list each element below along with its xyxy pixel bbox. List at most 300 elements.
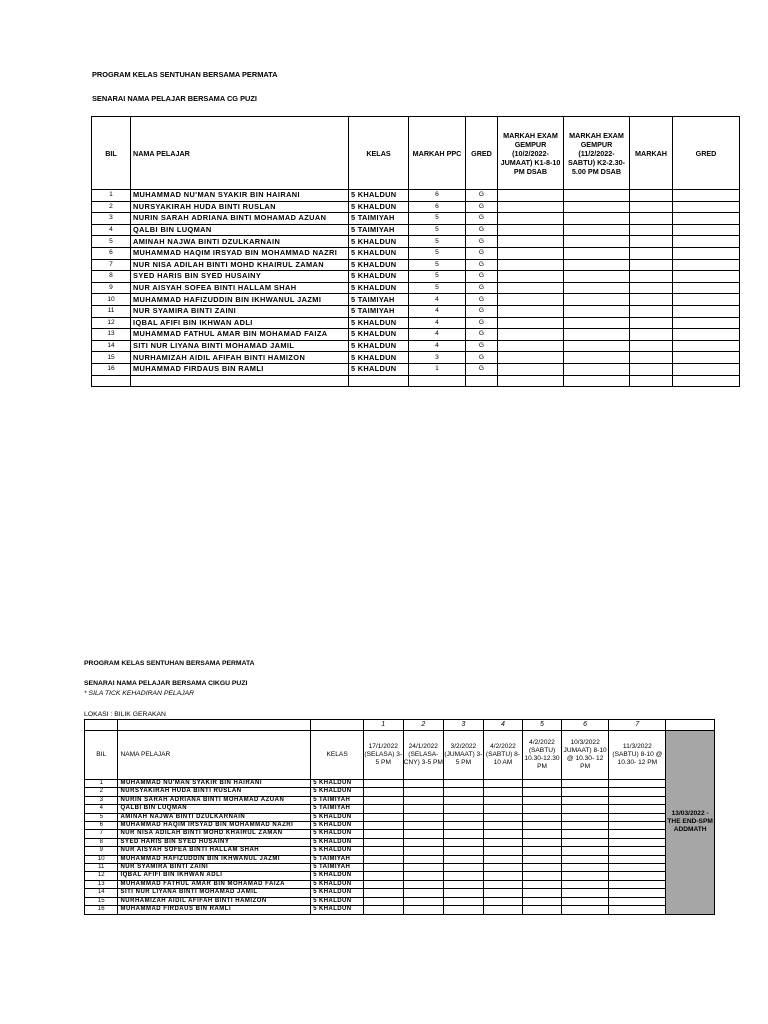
cell-kelas: 5 TAIMIYAH: [311, 796, 364, 804]
cell-bil: 5: [85, 813, 118, 821]
cell-gred-2: [673, 305, 740, 317]
cell-markah: [630, 352, 673, 364]
cell-bil: 9: [92, 282, 131, 294]
col-nama: NAMA PELAJAR: [118, 731, 311, 780]
cell-kelas: 5 TAIMIYAH: [349, 305, 409, 317]
cell-kelas: 5 KHALDUN: [349, 317, 409, 329]
cell-bil: 16: [92, 363, 131, 375]
attendance-checkbox-cell[interactable]: [363, 796, 403, 804]
cell-bil: 11: [92, 305, 131, 317]
table-row: [92, 329, 740, 341]
cell-empty: [498, 375, 564, 386]
cell-kelas: 5 TAIMIYAH: [311, 805, 364, 813]
cell-gred-2: [673, 201, 740, 213]
cell-exam-1: [498, 305, 564, 317]
attendance-checkbox-cell[interactable]: [403, 880, 444, 888]
cell-nama: QALBI BIN LUQMAN: [131, 224, 349, 236]
cell-nama: SITI NUR LIYANA BINTI MOHAMAD JAMIL: [131, 340, 349, 352]
cell-empty: [564, 375, 630, 386]
attendance-checkbox-cell[interactable]: [444, 872, 484, 880]
attendance-checkbox-cell[interactable]: [609, 855, 666, 863]
attendance-checkbox-cell[interactable]: [561, 872, 609, 880]
table-row: [85, 880, 715, 888]
attendance-checkbox-cell[interactable]: [523, 813, 562, 821]
cell-exam-1: [498, 317, 564, 329]
attendance-checkbox-cell[interactable]: [609, 864, 666, 872]
table-row: [92, 340, 740, 352]
table-row: [92, 201, 740, 213]
table-row: [92, 294, 740, 306]
cell-kelas: 5 KHALDUN: [349, 363, 409, 375]
cell-exam-1: [498, 363, 564, 375]
attendance-checkbox-cell[interactable]: [444, 847, 484, 855]
cell-gred-2: [673, 259, 740, 271]
cell-markah-ppc: 5: [409, 247, 466, 259]
attendance-checkbox-cell[interactable]: [483, 889, 523, 897]
session-number: 2: [403, 720, 444, 731]
cell-exam-1: [498, 259, 564, 271]
cell-empty: [92, 375, 131, 386]
attendance-checkbox-cell[interactable]: [609, 805, 666, 813]
cell-bil: 12: [92, 317, 131, 329]
attendance-checkbox-cell[interactable]: [444, 796, 484, 804]
cell-nama: MUHAMMAD HAFIZUDDIN BIN IKHWANUL JAZMI: [118, 855, 311, 863]
attendance-checkbox-cell[interactable]: [363, 813, 403, 821]
session-number: 1: [363, 720, 403, 731]
attendance-checkbox-cell[interactable]: [561, 897, 609, 905]
cell-nama: MUHAMMAD FATHUL AMAR BIN MOHAMAD FAIZA: [131, 329, 349, 341]
cell-gred: G: [466, 340, 498, 352]
cell-nama: NUR SYAMIRA BINTI ZAINI: [118, 864, 311, 872]
cell-markah-ppc: 4: [409, 329, 466, 341]
table-row: [92, 282, 740, 294]
cell-gred: G: [466, 247, 498, 259]
attendance-checkbox-cell[interactable]: [609, 780, 666, 788]
cell-gred-2: [673, 294, 740, 306]
table-row: [92, 271, 740, 283]
col-bil: BIL: [85, 731, 118, 780]
attendance-checkbox-cell[interactable]: [444, 855, 484, 863]
cell-kelas: 5 KHALDUN: [311, 813, 364, 821]
cell-kelas: 5 TAIMIYAH: [349, 294, 409, 306]
attendance-checkbox-cell[interactable]: [403, 906, 444, 914]
attendance-checkbox-cell[interactable]: [523, 788, 562, 796]
attendance-checkbox-cell[interactable]: [561, 880, 609, 888]
attendance-checkbox-cell[interactable]: [483, 897, 523, 905]
cell-exam-1: [498, 352, 564, 364]
cell-nama: IQBAL AFIFI BIN IKHWAN ADLI: [118, 872, 311, 880]
cell-nama: NUR NISA ADILAH BINTI MOHD KHAIRUL ZAMAN: [131, 259, 349, 271]
cell-kelas: 5 KHALDUN: [349, 271, 409, 283]
table-row: [85, 780, 715, 788]
attendance-checkbox-cell[interactable]: [561, 855, 609, 863]
attendance-checkbox-cell[interactable]: [561, 889, 609, 897]
col-markah: MARKAH: [630, 117, 673, 190]
attendance-checkbox-cell[interactable]: [609, 813, 666, 821]
table-row: [92, 236, 740, 248]
cell-kelas: 5 TAIMIYAH: [349, 213, 409, 225]
attendance-checkbox-cell[interactable]: [483, 830, 523, 838]
attendance-checkbox-cell[interactable]: [444, 822, 484, 830]
attendance-checkbox-cell[interactable]: [403, 813, 444, 821]
cell-kelas: 5 KHALDUN: [311, 838, 364, 846]
cell-kelas: 5 KHALDUN: [349, 282, 409, 294]
cell-exam-2: [564, 352, 630, 364]
cell-bil: 16: [85, 906, 118, 914]
table-row: [85, 830, 715, 838]
cell-bil: 6: [85, 822, 118, 830]
cell-nama: MUHAMMAD FATHUL AMAR BIN MOHAMAD FAIZA: [118, 880, 311, 888]
doc1-subtitle: SENARAI NAMA PELAJAR BERSAMA CG PUZI: [92, 94, 257, 103]
cell-markah: [630, 213, 673, 225]
cell-exam-2: [564, 213, 630, 225]
attendance-checkbox-cell[interactable]: [444, 880, 484, 888]
attendance-checkbox-cell[interactable]: [523, 805, 562, 813]
attendance-checkbox-cell[interactable]: [483, 847, 523, 855]
attendance-checkbox-cell[interactable]: [483, 813, 523, 821]
cell-exam-2: [564, 329, 630, 341]
attendance-checkbox-cell[interactable]: [363, 805, 403, 813]
attendance-checkbox-cell[interactable]: [561, 796, 609, 804]
attendance-checkbox-cell[interactable]: [561, 813, 609, 821]
attendance-checkbox-cell[interactable]: [403, 788, 444, 796]
attendance-checkbox-cell[interactable]: [363, 855, 403, 863]
table-row: [92, 305, 740, 317]
attendance-checkbox-cell[interactable]: [444, 906, 484, 914]
attendance-checkbox-cell[interactable]: [403, 864, 444, 872]
cell-exam-1: [498, 247, 564, 259]
attendance-checkbox-cell[interactable]: [523, 822, 562, 830]
attendance-checkbox-cell[interactable]: [403, 830, 444, 838]
cell-gred-2: [673, 340, 740, 352]
cell-kelas: 5 KHALDUN: [311, 872, 364, 880]
cell-kelas: 5 KHALDUN: [311, 897, 364, 905]
attendance-checkbox-cell[interactable]: [561, 822, 609, 830]
cell-gred: G: [466, 271, 498, 283]
cell-empty: [630, 375, 673, 386]
attendance-checkbox-cell[interactable]: [483, 805, 523, 813]
attendance-checkbox-cell[interactable]: [523, 838, 562, 846]
attendance-checkbox-cell[interactable]: [523, 864, 562, 872]
col-markah-ppc: MARKAH PPC: [409, 117, 466, 190]
session-number: 4: [483, 720, 523, 731]
attendance-checkbox-cell[interactable]: [444, 838, 484, 846]
cell-markah: [630, 259, 673, 271]
cell-kelas: 5 KHALDUN: [349, 247, 409, 259]
attendance-checkbox-cell[interactable]: [523, 880, 562, 888]
attendance-checkbox-cell[interactable]: [523, 830, 562, 838]
cell-gred: G: [466, 259, 498, 271]
cell-markah-ppc: 6: [409, 201, 466, 213]
attendance-checkbox-cell[interactable]: [363, 889, 403, 897]
cell-exam-1: [498, 282, 564, 294]
attendance-checkbox-cell[interactable]: [403, 855, 444, 863]
cell-kelas: 5 KHALDUN: [311, 906, 364, 914]
cell-exam-2: [564, 317, 630, 329]
cell-exam-2: [564, 271, 630, 283]
cell-gred: G: [466, 305, 498, 317]
cell-bil: 13: [85, 880, 118, 888]
cell-markah: [630, 224, 673, 236]
attendance-checkbox-cell[interactable]: [609, 897, 666, 905]
attendance-checkbox-cell[interactable]: [363, 830, 403, 838]
table-row: [92, 352, 740, 364]
attendance-checkbox-cell[interactable]: [363, 838, 403, 846]
cell-bil: 12: [85, 872, 118, 880]
attendance-checkbox-cell[interactable]: [609, 788, 666, 796]
cell-nama: NURIN SARAH ADRIANA BINTI MOHAMAD AZUAN: [118, 796, 311, 804]
attendance-checkbox-cell[interactable]: [483, 788, 523, 796]
col-session-6: 10/3/2022 JUMAAT) 8-10 @ 10.30- 12 PM: [561, 731, 609, 780]
cell-gred-2: [673, 317, 740, 329]
cell-bil: 1: [85, 780, 118, 788]
cell-kelas: 5 KHALDUN: [311, 880, 364, 888]
cell-kelas: 5 KHALDUN: [311, 780, 364, 788]
col-nama: NAMA PELAJAR: [131, 117, 349, 190]
attendance-checkbox-cell[interactable]: [483, 906, 523, 914]
cell-bil: 2: [92, 201, 131, 213]
attendance-checkbox-cell[interactable]: [403, 889, 444, 897]
attendance-checkbox-cell[interactable]: [561, 830, 609, 838]
cell-bil: 5: [92, 236, 131, 248]
cell-gred: G: [466, 236, 498, 248]
doc2-lokasi: LOKASI : BILIK GERAKAN: [84, 711, 166, 718]
attendance-checkbox-cell[interactable]: [403, 822, 444, 830]
attendance-checkbox-cell[interactable]: [444, 813, 484, 821]
cell-gred-2: [673, 190, 740, 202]
attendance-checkbox-cell[interactable]: [403, 780, 444, 788]
attendance-checkbox-cell[interactable]: [483, 822, 523, 830]
attendance-checkbox-cell[interactable]: [403, 796, 444, 804]
cell-markah-ppc: 3: [409, 352, 466, 364]
cell-exam-1: [498, 190, 564, 202]
attendance-checkbox-cell[interactable]: [561, 847, 609, 855]
cell-gred: G: [466, 363, 498, 375]
session-number-row: [85, 720, 715, 731]
cell-nama: NUR NISA ADILAH BINTI MOHD KHAIRUL ZAMAN: [118, 830, 311, 838]
attendance-checkbox-cell[interactable]: [523, 780, 562, 788]
cell-gred: G: [466, 190, 498, 202]
attendance-checkbox-cell[interactable]: [403, 805, 444, 813]
cell-markah-ppc: 4: [409, 340, 466, 352]
attendance-checkbox-cell[interactable]: [483, 864, 523, 872]
attendance-checkbox-cell[interactable]: [444, 805, 484, 813]
cell-exam-1: [498, 224, 564, 236]
attendance-checkbox-cell[interactable]: [523, 872, 562, 880]
attendance-checkbox-cell[interactable]: [363, 788, 403, 796]
cell-nama: NURSYAKIRAH HUDA BINTI RUSLAN: [118, 788, 311, 796]
cell-markah-ppc: 6: [409, 190, 466, 202]
cell-kelas: 5 KHALDUN: [349, 329, 409, 341]
cell-markah: [630, 190, 673, 202]
col-session-7: 11/3/2022 (SABTU) 8-10 @ 10.30- 12 PM: [609, 731, 666, 780]
attendance-checkbox-cell[interactable]: [609, 880, 666, 888]
attendance-checkbox-cell[interactable]: [609, 872, 666, 880]
cell-kelas: 5 KHALDUN: [349, 236, 409, 248]
cell-bil: 8: [92, 271, 131, 283]
cell-markah-ppc: 5: [409, 213, 466, 225]
attendance-checkbox-cell[interactable]: [609, 906, 666, 914]
cell-markah-ppc: 1: [409, 363, 466, 375]
cell-bil: 3: [85, 796, 118, 804]
attendance-checkbox-cell[interactable]: [523, 847, 562, 855]
cell-nama: QALBI BIN LUQMAN: [118, 805, 311, 813]
cell-nama: NURIN SARAH ADRIANA BINTI MOHAMAD AZUAN: [131, 213, 349, 225]
attendance-checkbox-cell[interactable]: [363, 897, 403, 905]
cell-kelas: 5 KHALDUN: [349, 201, 409, 213]
cell-empty: [409, 375, 466, 386]
attendance-checkbox-cell[interactable]: [483, 872, 523, 880]
cell-empty: [131, 375, 349, 386]
cell-nama: NUR SYAMIRA BINTI ZAINI: [131, 305, 349, 317]
cell-gred-2: [673, 329, 740, 341]
table-row: [92, 259, 740, 271]
table-row: [85, 864, 715, 872]
marks-table: [91, 116, 740, 387]
cell-nama: SITI NUR LIYANA BINTI MOHAMAD JAMIL: [118, 889, 311, 897]
attendance-checkbox-cell[interactable]: [523, 855, 562, 863]
cell-exam-2: [564, 247, 630, 259]
attendance-checkbox-cell[interactable]: [363, 780, 403, 788]
attendance-checkbox-cell[interactable]: [444, 864, 484, 872]
cell-nama: AMINAH NAJWA BINTI DZULKARNAIN: [131, 236, 349, 248]
cell-gred: G: [466, 213, 498, 225]
doc2-subtitle: SENARAI NAMA PELAJAR BERSAMA CIKGU PUZI: [84, 680, 248, 687]
table-row: [85, 838, 715, 846]
attendance-checkbox-cell[interactable]: [444, 788, 484, 796]
attendance-checkbox-cell[interactable]: [483, 838, 523, 846]
attendance-checkbox-cell[interactable]: [444, 780, 484, 788]
attendance-checkbox-cell[interactable]: [561, 906, 609, 914]
attendance-checkbox-cell[interactable]: [403, 847, 444, 855]
attendance-table: [84, 719, 715, 915]
cell-bil: 1: [92, 190, 131, 202]
attendance-checkbox-cell[interactable]: [523, 906, 562, 914]
attendance-checkbox-cell[interactable]: [561, 805, 609, 813]
cell-gred: G: [466, 329, 498, 341]
cell-markah: [630, 340, 673, 352]
table-row: [85, 855, 715, 863]
attendance-checkbox-cell[interactable]: [561, 838, 609, 846]
doc1-title: PROGRAM KELAS SENTUHAN BERSAMA PERMATA: [92, 70, 278, 79]
cell-exam-1: [498, 340, 564, 352]
cell-markah: [630, 201, 673, 213]
cell-nama: NUR AISYAH SOFEA BINTI HALLAM SHAH: [131, 282, 349, 294]
cell-bil: 10: [85, 855, 118, 863]
table-row: [92, 317, 740, 329]
cell-exam-2: [564, 201, 630, 213]
attendance-checkbox-cell[interactable]: [609, 822, 666, 830]
attendance-checkbox-cell[interactable]: [444, 897, 484, 905]
cell-bil: 3: [92, 213, 131, 225]
cell-bil: 14: [85, 889, 118, 897]
attendance-checkbox-cell[interactable]: [363, 872, 403, 880]
doc2-note: * SILA TICK KEHADIRAN PELAJAR: [84, 690, 195, 697]
attendance-checkbox-cell[interactable]: [523, 897, 562, 905]
cell-bil: 14: [92, 340, 131, 352]
cell-kelas: 5 KHALDUN: [349, 259, 409, 271]
attendance-table-header: [85, 731, 715, 780]
cell-gred-2: [673, 213, 740, 225]
attendance-checkbox-cell[interactable]: [363, 822, 403, 830]
cell-kelas: 5 KHALDUN: [311, 830, 364, 838]
attendance-checkbox-cell[interactable]: [483, 780, 523, 788]
attendance-checkbox-cell[interactable]: [523, 889, 562, 897]
cell-bil: 4: [92, 224, 131, 236]
attendance-checkbox-cell[interactable]: [483, 796, 523, 804]
cell-exam-2: [564, 294, 630, 306]
cell-bil: 10: [92, 294, 131, 306]
cell-nama: NURHAMIZAH AIDIL AFIFAH BINTI HAMIZON: [118, 897, 311, 905]
cell-bil: 7: [85, 830, 118, 838]
cell-markah: [630, 305, 673, 317]
attendance-checkbox-cell[interactable]: [561, 780, 609, 788]
cell-nama: SYED HARIS BIN SYED HUSAINY: [131, 271, 349, 283]
cell-gred: G: [466, 294, 498, 306]
table-row: [92, 363, 740, 375]
attendance-checkbox-cell[interactable]: [609, 838, 666, 846]
cell-gred: G: [466, 317, 498, 329]
attendance-checkbox-cell[interactable]: [609, 889, 666, 897]
cell-exam-2: [564, 236, 630, 248]
cell-markah-ppc: 4: [409, 305, 466, 317]
attendance-checkbox-cell[interactable]: [363, 864, 403, 872]
cell-kelas: 5 TAIMIYAH: [311, 864, 364, 872]
cell-nama: MUHAMMAD FIRDAUS BIN RAMLI: [131, 363, 349, 375]
cell-markah: [630, 363, 673, 375]
attendance-checkbox-cell[interactable]: [483, 880, 523, 888]
attendance-checkbox-cell[interactable]: [561, 788, 609, 796]
cell-bil: 4: [85, 805, 118, 813]
cell-empty: [466, 375, 498, 386]
cell-nama: MUHAMMAD FIRDAUS BIN RAMLI: [118, 906, 311, 914]
attendance-checkbox-cell[interactable]: [523, 796, 562, 804]
attendance-checkbox-cell[interactable]: [363, 847, 403, 855]
attendance-checkbox-cell[interactable]: [444, 889, 484, 897]
table-row: [92, 247, 740, 259]
cell-nama: MUHAMMAD NU'MAN SYAKIR BIN HAIRANI: [131, 190, 349, 202]
cell-bil: 8: [85, 838, 118, 846]
table-row-empty: [92, 375, 740, 386]
cell-exam-2: [564, 224, 630, 236]
attendance-checkbox-cell[interactable]: [609, 830, 666, 838]
cell-kelas: 5 KHALDUN: [349, 352, 409, 364]
cell-exam-2: [564, 282, 630, 294]
attendance-checkbox-cell[interactable]: [363, 906, 403, 914]
cell-exam-1: [498, 201, 564, 213]
attendance-checkbox-cell[interactable]: [561, 864, 609, 872]
table-row: [92, 190, 740, 202]
col-kelas: KELAS: [349, 117, 409, 190]
cell-bil: 13: [92, 329, 131, 341]
cell-gred-2: [673, 363, 740, 375]
col-session-4: 4/2/2022 (SABTU) 8-10 AM: [483, 731, 523, 780]
cell-markah: [630, 294, 673, 306]
attendance-checkbox-cell[interactable]: [403, 872, 444, 880]
cell-markah: [630, 271, 673, 283]
cell-kelas: 5 KHALDUN: [311, 889, 364, 897]
attendance-checkbox-cell[interactable]: [403, 897, 444, 905]
attendance-checkbox-cell[interactable]: [609, 847, 666, 855]
cell-nama: NURSYAKIRAH HUDA BINTI RUSLAN: [131, 201, 349, 213]
attendance-checkbox-cell[interactable]: [483, 855, 523, 863]
attendance-checkbox-cell[interactable]: [403, 838, 444, 846]
attendance-checkbox-cell[interactable]: [444, 830, 484, 838]
attendance-checkbox-cell[interactable]: [363, 880, 403, 888]
attendance-checkbox-cell[interactable]: [609, 796, 666, 804]
cell-markah: [630, 247, 673, 259]
col-session-2: 24/1/2022 (SELASA- CNY) 3-5 PM: [403, 731, 444, 780]
